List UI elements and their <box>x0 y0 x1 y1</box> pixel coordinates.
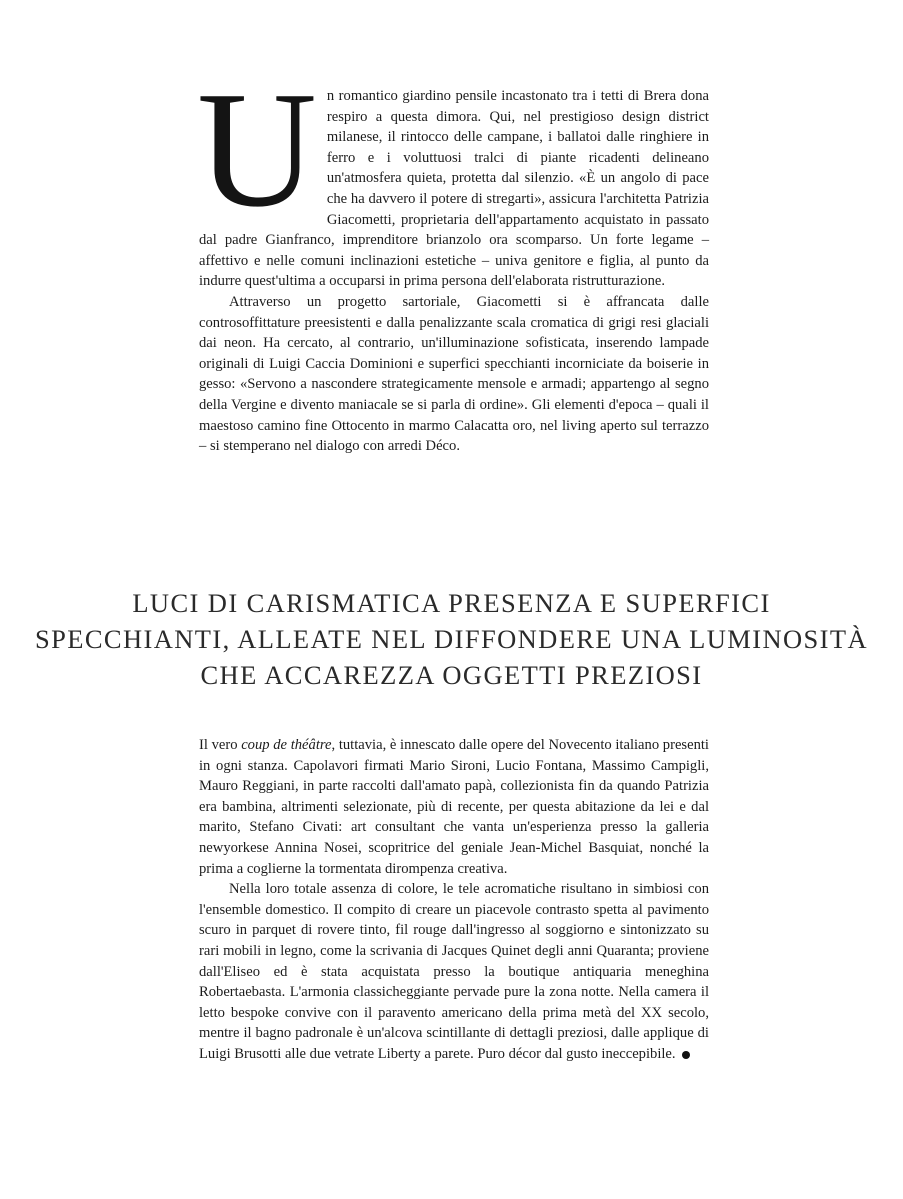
fourth-paragraph <box>199 879 709 1064</box>
intro-column <box>197 57 709 457</box>
second-paragraph: Attraverso un progetto sartoriale, Giacometti si è affrancata dalle controsoffittature preesistenti e dalla penalizzante scala cromatica di grigi resi glaciali dai neon. Ha cercato, al contrario, un'illuminazione sofisticata, inserendo lampade originali di Luigi Caccia Dominioni e superfici specchianti incorniciate da boiserie in gesso: «Servono a nascondere strategicamente mensole e armadi; appartengo al segno della Vergine e divento maniacale se si parla di ordine». Gli elementi d'epoca – quali il maestoso camino fine Ottocento in marmo Calacatta oro, nel living aperto sul terrazzo – si stemperano nel dialogo con arredi Déco. <box>199 293 709 455</box>
third-paragraph-rest: , tuttavia, è innescato dalle opere del Novecento italiano presenti in ogni stanza. Capolavori firmati Mario Sironi, Lucio Fontana, Massimo Campigli, Mauro Reggiani, in parte raccolti dall'amato papà, collezionista fin da quando Patrizia era bambina, altrimenti selezionate, più di recente, per questa abitazione da lei e dal marito, Stefano Civati: art consultant che vanta un'esperienza presso la galleria newyorkese Annina Nosei, scopritrice del geniale Jean-Michel Basquiat, nonché la prima a coglierne la tormentata dirompenza creativa. <box>199 737 709 877</box>
intro-paragraph-text: n romantico giardino pensile incastonato tra i tetti di Brera dona respiro a questa dimora. Qui, nel prestigioso design district milanese, il rintocco delle campane, i ballatoi dalle ringhiere in ferro e i voluttuosi tralci di piante ricadenti delineano un'atmosfera quieta, protetta dal silenzio. «È un angolo di pace che ha davvero il potere di stregarti», assicura l'architetta Patrizia Giacometti, proprietaria dell'appartamento acquistato in passato dal padre Gianfranco, imprenditore brianzolo ora scomparso. Un forte legame – affettivo e nelle comuni inclinazioni estetiche – univa genitore e figlia, al punto da indurre quest'ultima a occuparsi in prima persona dell'elaborata ristrutturazione. <box>199 88 709 290</box>
pull-quote <box>0 585 903 693</box>
drop-cap: U <box>197 57 317 241</box>
fourth-paragraph-text: Nella loro totale assenza di colore, le tele acromatiche risultano in simbiosi con l'ensemble domestico. Il compito di creare un piacevole contrasto spetta al pavimento scuro in parquet di rovere tinto, fil rouge dall'ingresso al soggiorno e sintonizzato su rari mobili in legno, come la scrivania di Jacques Quinet degli anni Quaranta; proviene dall'Eliseo ed è stata acquistata presso la boutique antiquaria meneghina Robertaebasta. L'armonia classicheggiante pervade pure la zona notte. Nella camera il letto bespoke convive con il paravento americano della prima metà del XX secolo, mentre il bagno padronale è un'alcova scintillante di dettagli preziosi, dalle applique di Luigi Brusotti alle due vetrate Liberty a parete. Puro décor dal gusto ineccepibile. <box>199 881 709 1062</box>
third-paragraph-start: Il vero <box>199 737 242 753</box>
pull-quote-line-1: LUCI DI CARISMATICA PRESENZA E SUPERFICI <box>132 588 771 618</box>
third-paragraph <box>199 735 709 879</box>
italic-phrase: coup de théâtre <box>241 737 332 753</box>
body-column <box>199 735 709 1065</box>
pull-quote-line-3: CHE ACCAREZZA OGGETTI PREZIOSI <box>200 660 703 690</box>
intro-paragraph <box>197 57 709 292</box>
pull-quote-line-2: SPECCHIANTI, ALLEATE NEL DIFFONDERE UNA LUMINOSITÀ <box>34 624 869 654</box>
end-mark-icon <box>682 1051 690 1059</box>
